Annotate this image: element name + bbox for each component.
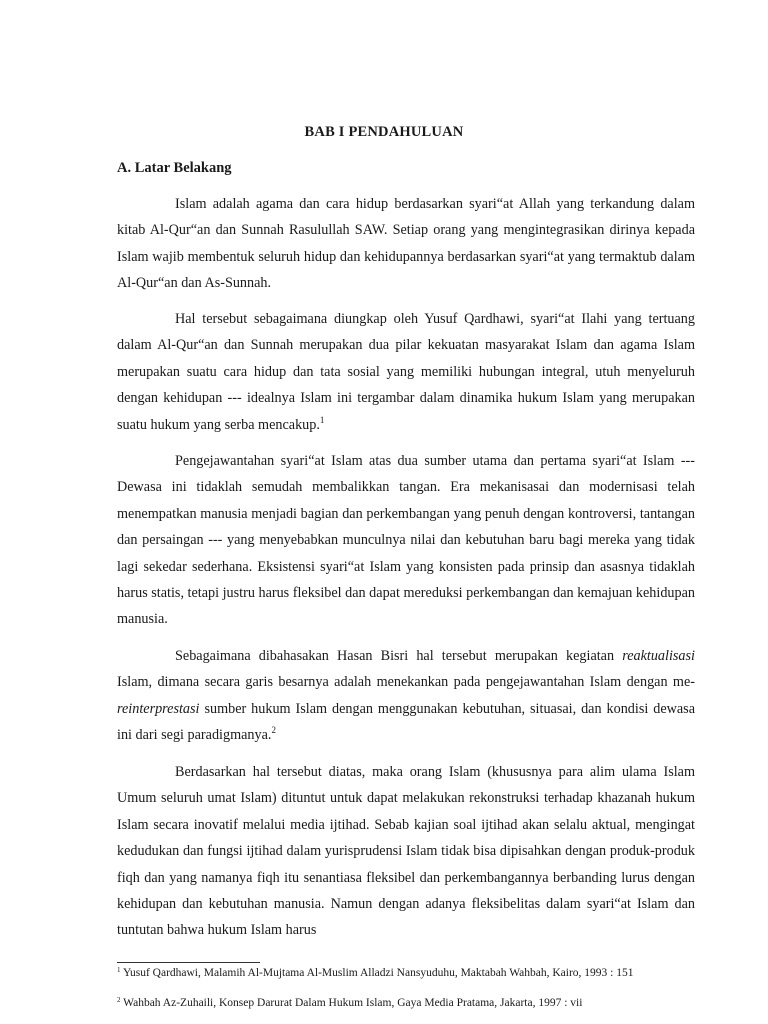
paragraph-3 [117, 448, 695, 633]
footnote-text: Wahbah Az-Zuhaili, Konsep Darurat Dalam Hukum Islam, Gaya Media Pratama, Jakarta, 1997 : vii [120, 997, 583, 1009]
paragraph-4 [117, 643, 695, 749]
italic-term: reinterprestasi [117, 700, 200, 717]
footnote-number: 1 [117, 966, 121, 974]
paragraph-text: Sebagaimana dibahasakan Hasan Bisri hal tersebut merupakan kegiatan [175, 648, 623, 664]
footnote-ref: 2 [271, 725, 276, 736]
footnote-1 [117, 966, 702, 980]
chapter-title: BAB I PENDAHULUAN [304, 124, 464, 140]
paragraph-text: sumber hukum Islam dengan menggunakan kebutuhan, situasai, dan kondisi dewasa ini dari segi paradigmanya. [117, 700, 695, 744]
paragraph-text: Islam, dimana secara garis besarnya adalah menekankan pada pengejawantahan Islam dengan me- [117, 674, 695, 691]
paragraph-text: Hal tersebut sebagaimana diungkap oleh Yusuf Qardhawi, syari“at Ilahi yang tertuang dalam Al-Qur“an dan Sunnah merupakan dua pilar kekuatan masyarakat Islam dan agama Islam merupakan suatu cara hidup dan tata sosial yang memiliki hubungan integral, utuh menyeluruh dengan kehidupan --- idealnya Islam ini tergambar dalam dinamika hukum Islam yang merupakan suatu hukum yang serba mencakup. [117, 311, 695, 433]
section-heading: A. Latar Belakang [117, 160, 232, 176]
paragraph-text: Pengejawantahan syari“at Islam atas dua sumber utama dan pertama syari“at Islam --- Dewasa ini tidaklah semudah membalikkan tangan. Era mekanisasai dan modernisasi telah menempatkan manusia menjadi bagian dan perkembangan yang penuh dengan kontroversi, tantangan dan persaingan --- yang menyebabkan munculnya nilai dan kebutuhan baru bagi mereka yang tidak lagi sekedar sederhana. Eksistensi syari“at Islam yang konsisten pada prinsip dan asasnya tidaklah harus statis, tetapi justru harus fleksibel dan dapat mereduksi perkembangan dan kemajuan kehidupan manusia. [117, 453, 695, 628]
paragraph-text: Islam adalah agama dan cara hidup berdasarkan syari“at Allah yang terkandung dalam kitab Al-Qur“an dan Sunnah Rasulullah SAW. Setiap orang yang mengintegrasikan dirinya kepada Islam wajib membentuk seluruh hidup dan kehidupannya berdasarkan syari“at yang termaktub dalam Al-Qur“an dan As-Sunnah. [117, 196, 695, 292]
footnote-divider [117, 962, 260, 963]
italic-term: reaktualisasi [622, 648, 695, 664]
paragraph-5 [117, 759, 695, 944]
paragraph-1 [117, 191, 695, 297]
paragraph-2 [117, 306, 695, 438]
footnote-2 [117, 996, 702, 1010]
footnote-ref: 1 [319, 414, 325, 425]
paragraph-text: Berdasarkan hal tersebut diatas, maka orang Islam (khususnya para alim ulama Islam Umum seluruh umat Islam) dituntut untuk dapat melakukan rekonstruksi terhadap khazanah hukum Islam secara inovatif melalui media ijtihad. Sebab kajian soal ijtihad akan selalu aktual, mengingat kedudukan dan fungsi ijtihad dalam yurisprudensi Islam tidak bisa dipisahkan dengan produk-produk fiqh dan yang namanya fiqh itu senantiasa fleksibel dan perkembangannya berbanding lurus dengan kehidupan dan kebutuhan manusia. Namun dengan adanya fleksibelitas dalam syari“at Islam dan tuntutan bahwa hukum Islam harus [117, 764, 695, 939]
footnote-number: 2 [117, 996, 121, 1004]
footnote-text: Yusuf Qardhawi, Malamih Al-Mujtama Al-Muslim Alladzi Nansyuduhu, Maktabah Wahbah, Kairo, 1993 : 151 [120, 967, 634, 979]
